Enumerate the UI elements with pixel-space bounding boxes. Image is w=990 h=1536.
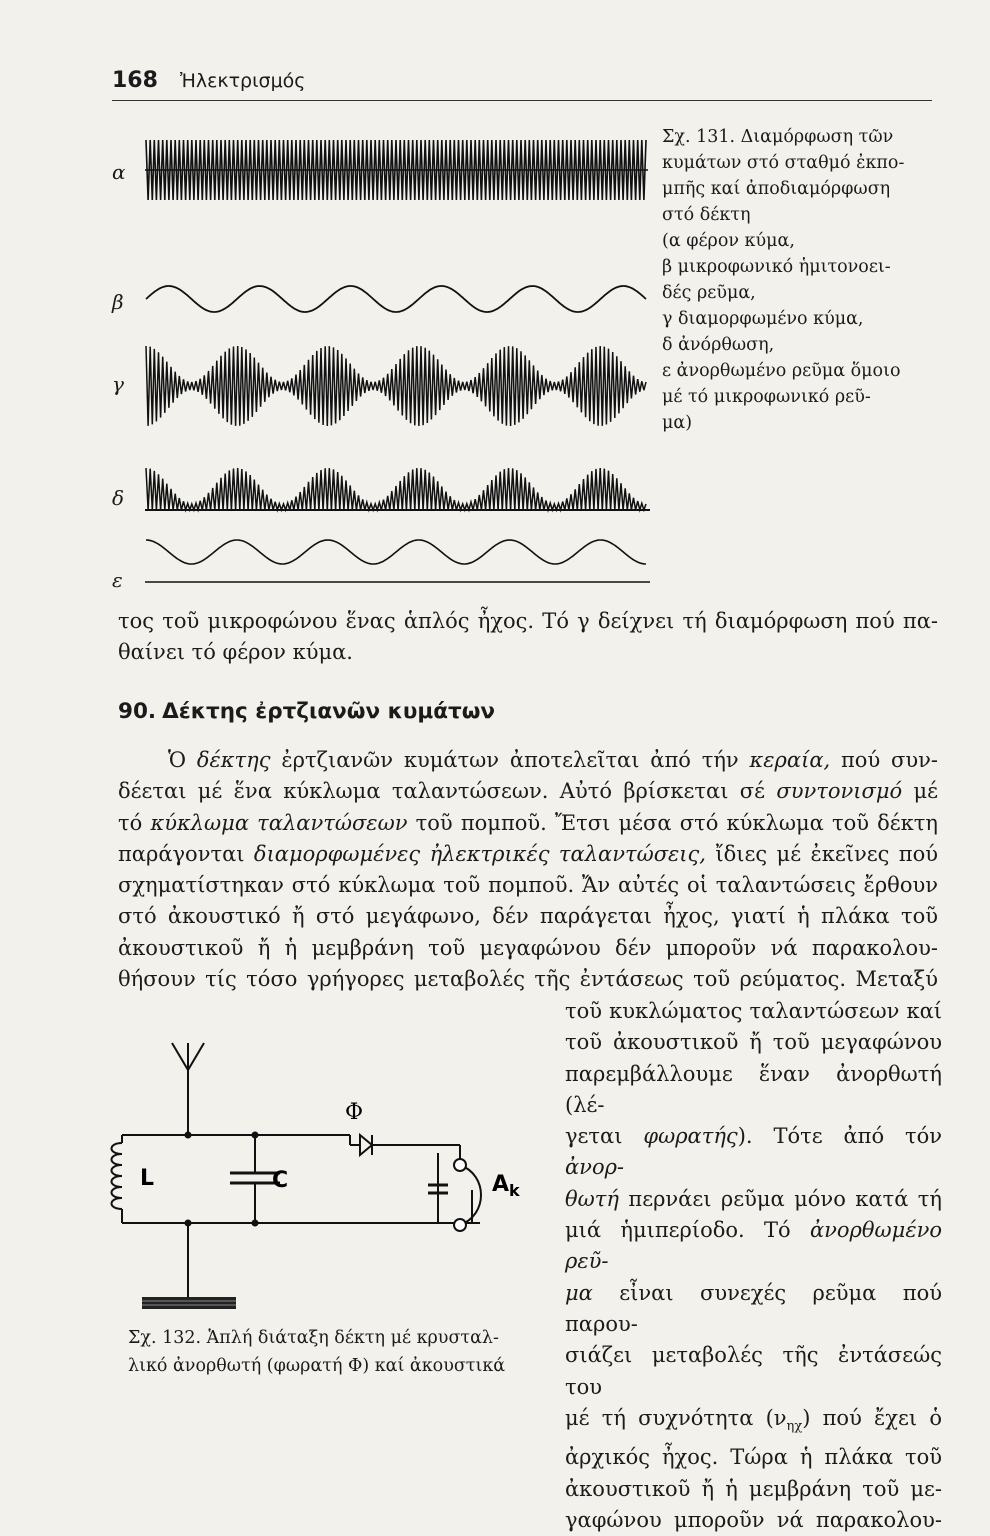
section-heading: [118, 699, 501, 724]
caption-line: δές ρεῦμα,: [662, 283, 756, 303]
caption-line: (α φέρον κύμα,: [662, 231, 795, 251]
wave-label-beta: β: [112, 290, 124, 314]
page-number: 168: [112, 68, 158, 93]
text-line: γεται φωρατής). Τότε ἀπό τόν ἀνορ-: [565, 1124, 943, 1180]
wave-label-delta: δ: [112, 486, 125, 510]
label-phi: Φ: [345, 1100, 364, 1125]
text-line: δέεται μέ ἕνα κύκλωμα ταλαντώσεων. Αὐτό βρίσκεται σέ συντονισμό μέ: [118, 779, 939, 804]
caption-line: ε ἀνορθωμένο ρεῦμα ὅμοιο: [662, 361, 901, 381]
ground-plate: [142, 1297, 236, 1309]
caption-line: κυμάτων στό σταθμό ἐκπο-: [662, 153, 905, 173]
text-line: τοῦ κυκλώματος ταλαντώσεων καί: [565, 999, 942, 1023]
rectified-current-wave: [146, 540, 646, 564]
text-line: ἀκουστικοῦ ἤ ἡ μεμβράνη τοῦ με-: [565, 1476, 942, 1501]
receiver-circuit-diagram: [110, 1035, 530, 1315]
caption-line: μπῆς καί ἀποδιαμόρφωση: [662, 179, 891, 199]
paragraph-rectifier: [565, 996, 942, 1536]
text-line: παρεμβάλλουμε ἕναν ἀνορθωτή (λέ-: [565, 1061, 942, 1117]
text-line: θαίνει τό φέρον κύμα.: [118, 640, 353, 665]
text-line: μέ τή συχνότητα $(\nu_{\eta\chi})$ πού ἔχει ὁ: [565, 1405, 942, 1435]
modulation-waveforms-figure: [140, 124, 654, 594]
figure-131-caption: [662, 124, 942, 436]
text-line: θωτή περνάει ρεῦμα μόνο κατά τή: [565, 1186, 942, 1211]
text-line: σχηματίστηκαν στό κύκλωμα τοῦ πομποῦ. Ἄν αὐτές οἱ ταλαντώσεις ἔρθουν: [118, 873, 938, 898]
text-line: παράγονται διαμορφωμένες ἠλεκτρικές ταλαντώσεις, ἴδιες μέ ἐκεῖνες πού: [118, 841, 939, 866]
caption-line: Σχ. 132. Ἁπλή διάταξη δέκτη μέ κρυσταλ-: [128, 1328, 499, 1348]
caption-line: μα): [662, 413, 693, 433]
wave-label-gamma: γ: [112, 372, 124, 396]
text-line: ἀκουστικοῦ ἤ ἡ μεμβράνη τοῦ μεγαφώνου δέν μποροῦν νά παρακολου-: [118, 935, 938, 960]
paragraph-receiver: [118, 745, 938, 995]
label-Ak: $A_k$: [492, 1172, 520, 1200]
caption-line: γ διαμορφωμένο κύμα,: [662, 309, 864, 329]
text-line: σιάζει μεταβολές τῆς ἐντάσεώς του: [565, 1343, 942, 1399]
section-title: Δέκτης ἐρτζιανῶν κυμάτων: [162, 699, 496, 724]
text-line: τος τοῦ μικροφώνου ἕνας ἁπλός ἦχος. Τό γ δείχνει τή διαμόρφωση πού πα-: [118, 609, 938, 633]
caption-line: β μικροφωνικό ἡμιτονοει-: [662, 257, 891, 277]
label-C: C: [272, 1168, 289, 1193]
text-line: τό κύκλωμα ταλαντώσεων τοῦ πομποῦ. Ἔτσι μέσα στό κύκλωμα τοῦ δέκτη: [118, 810, 939, 835]
earphone-body: [460, 1165, 481, 1225]
text-line: στό ἀκουστικό ἤ στό μεγάφωνο, δέν παράγεται ἦχος, γιατί ἡ πλάκα τοῦ: [118, 904, 938, 929]
caption-line: μέ τό μικροφωνικό ρεῦ-: [662, 387, 871, 407]
rectified-wave: [146, 468, 646, 510]
caption-line: Σχ. 131. Διαμόρφωση τῶν: [662, 127, 894, 147]
text-line: μιά ἡμιπερίοδο. Τό ἀνορθωμένο ρεῦ-: [565, 1218, 942, 1274]
label-L: L: [140, 1166, 155, 1191]
microphone-sine-wave: [146, 286, 646, 312]
page-header: [112, 66, 932, 101]
wave-label-alpha: α: [112, 160, 126, 184]
text-line: γαφώνου μποροῦν νά παρακολου-: [565, 1507, 942, 1532]
running-title: Ἠλεκτρισμός: [180, 70, 306, 92]
wave-label-epsilon: ε: [112, 568, 123, 592]
caption-line: στό δέκτη: [662, 205, 751, 225]
modulated-wave: [146, 346, 646, 426]
diode-symbol: [350, 1135, 372, 1155]
text-line: ἀρχικός ἦχος. Τώρα ἡ πλάκα τοῦ: [565, 1445, 942, 1470]
figure-132-caption: [128, 1324, 506, 1380]
paragraph-intro: [118, 606, 938, 669]
antenna-icon: [172, 1043, 204, 1070]
text-line: μα εἶναι συνεχές ρεῦμα πού παρου-: [565, 1280, 942, 1336]
text-line: Ὁ δέκτης ἐρτζιανῶν κυμάτων ἀποτελεῖται ἀπό τήν κεραία, πού συν-: [168, 748, 938, 772]
section-number: 90.: [118, 699, 157, 724]
coil-inductor: [112, 1143, 123, 1209]
caption-line: λικό ἀνορθωτή (φωρατή Φ) καί ἀκουστικά: [128, 1356, 506, 1376]
text-line: τοῦ ἀκουστικοῦ ἤ τοῦ μεγαφώνου: [565, 1030, 942, 1055]
text-line: θήσουν τίς τόσο γρήγορες μεταβολές τῆς ἐντάσεως τοῦ ρεύματος. Μεταξύ: [118, 967, 938, 992]
caption-line: δ ἀνόρθωση,: [662, 335, 775, 355]
